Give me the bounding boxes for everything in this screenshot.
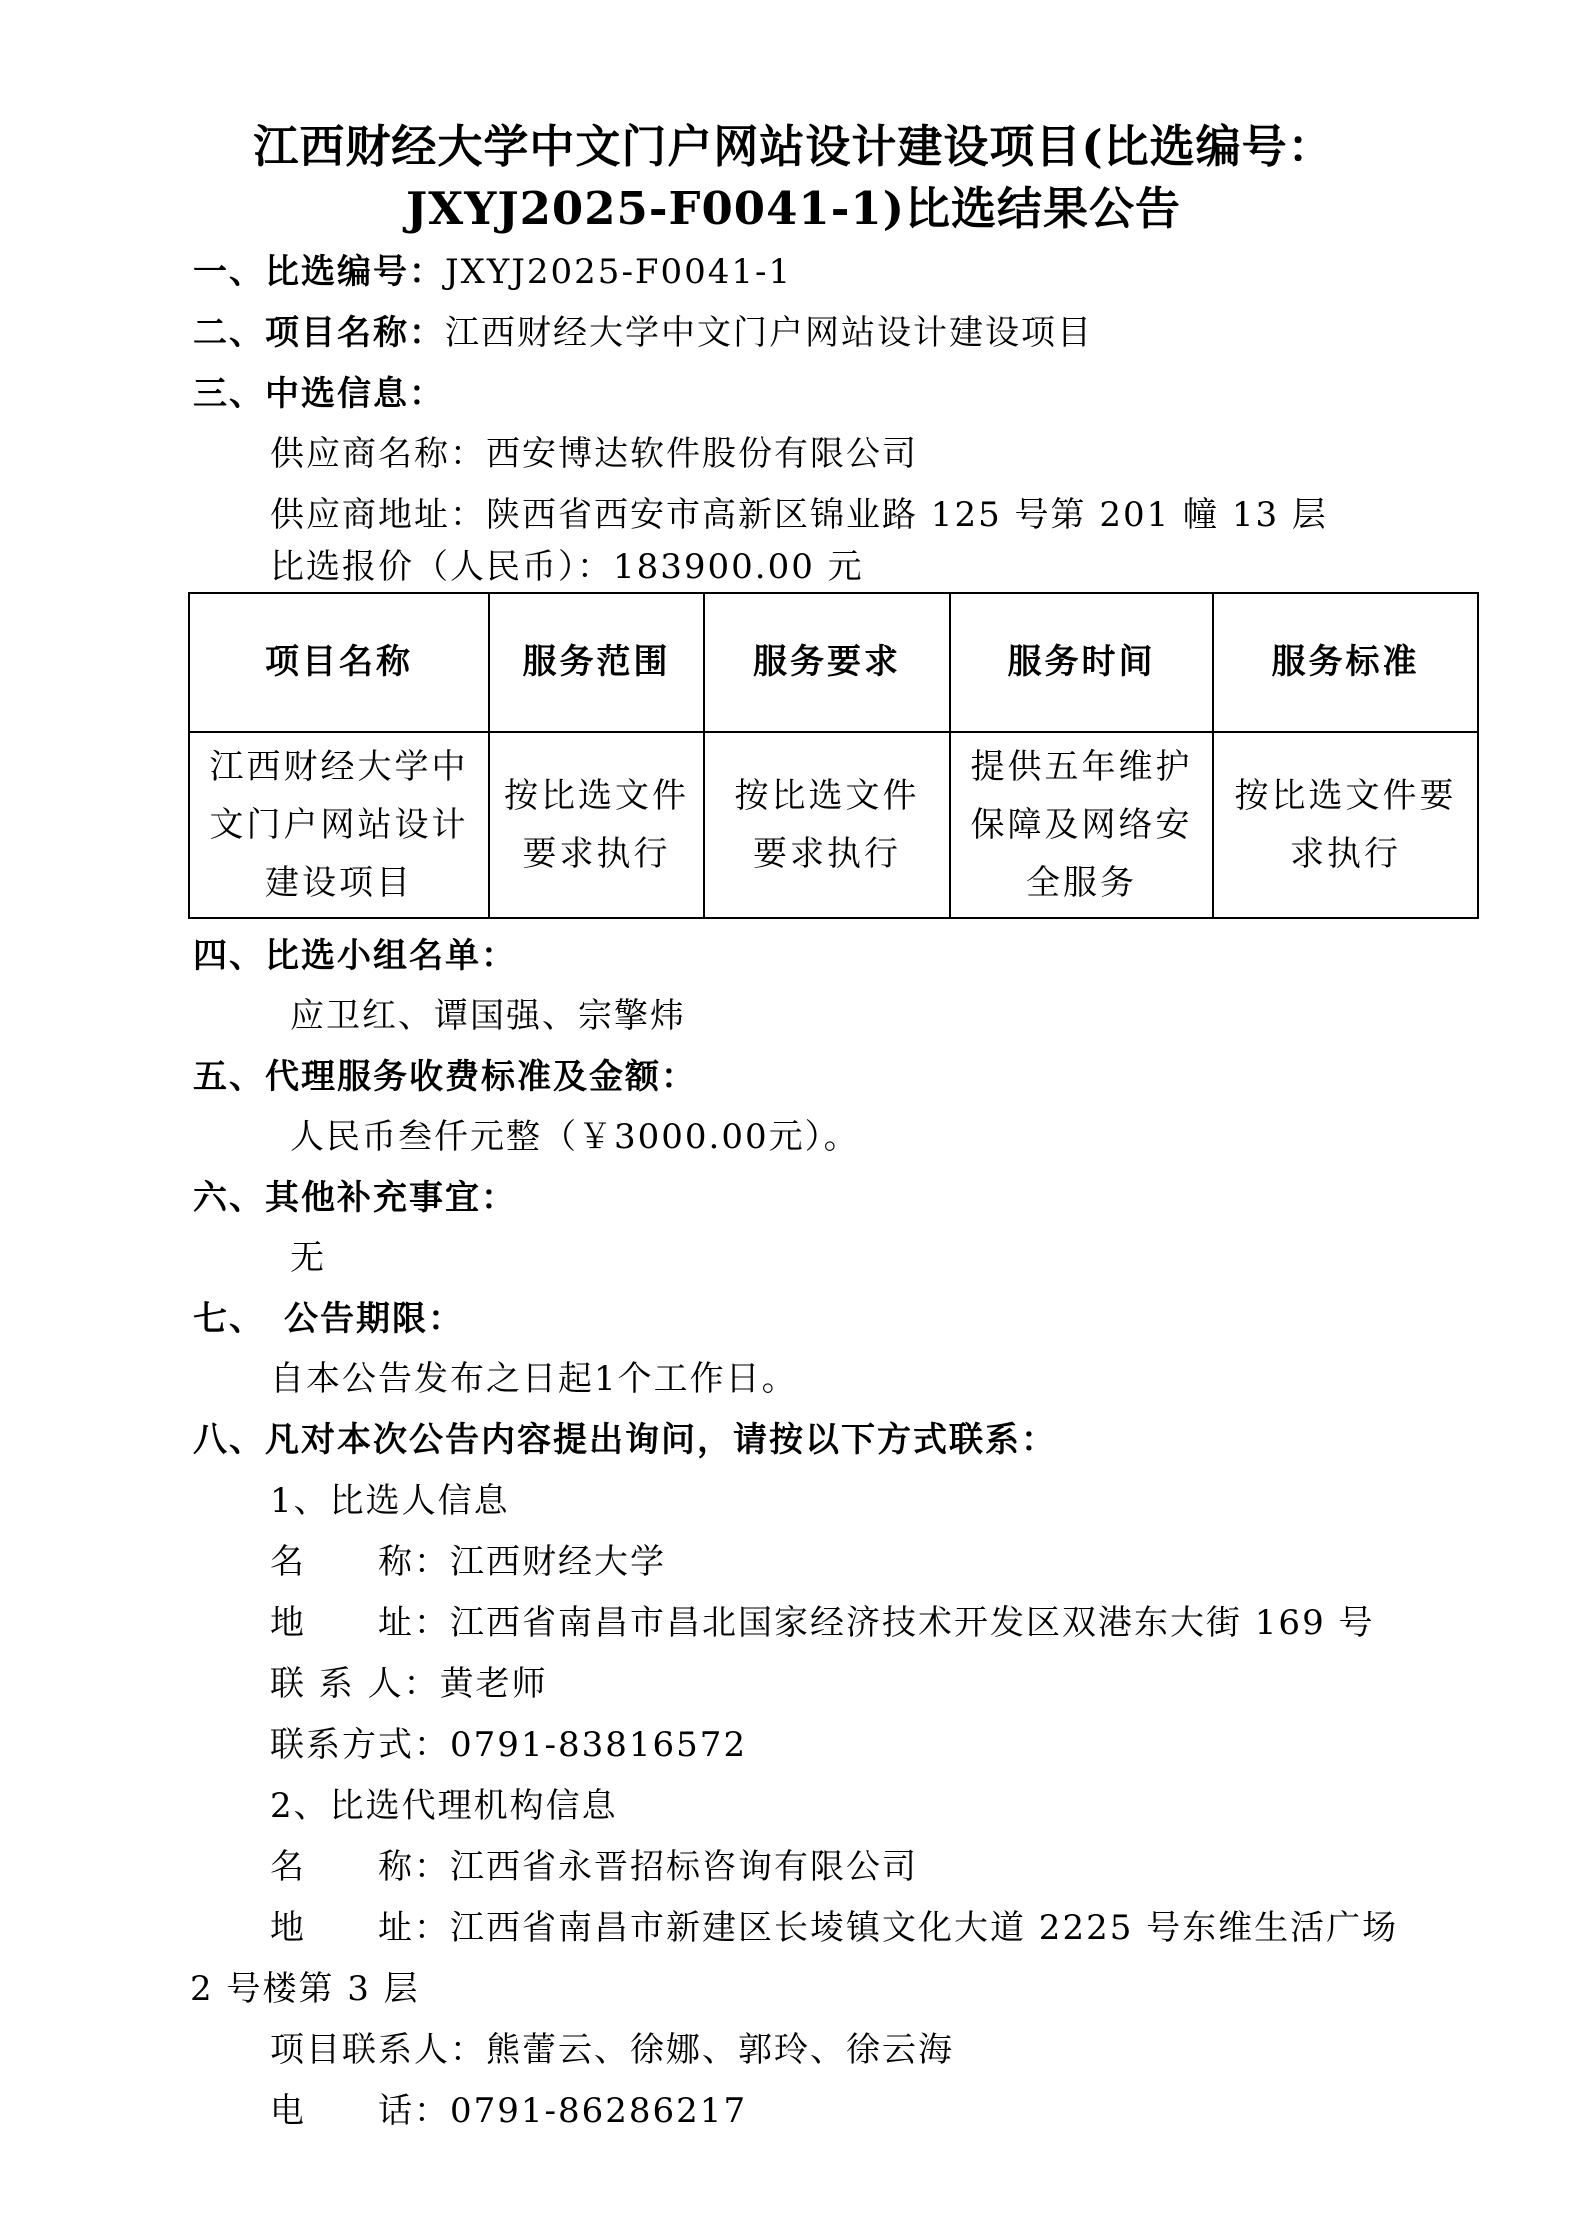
section-project-name [193, 311, 1093, 355]
agency-contacts: 项目联系人：熊蕾云、徐娜、郭玲、徐云海 [270, 2030, 954, 2070]
project-name-value: 江西财经大学中文门户网站设计建设项目 [445, 313, 1093, 353]
table-cell: 按比选文件要求执行 [704, 732, 950, 918]
table-cell: 按比选文件要求执行 [1213, 732, 1478, 918]
panel-members: 应卫红、谭国强、宗擎炜 [290, 996, 686, 1036]
agency-phone: 电 话：0791-86286217 [270, 2091, 748, 2131]
agency-address: 地 址：江西省南昌市新建区长堎镇文化大道 2225 号东维生活广场 [270, 1908, 1399, 1948]
buyer-info-heading: 1、比选人信息 [270, 1481, 510, 1521]
project-name-label: 二、项目名称： [193, 313, 445, 353]
table-header-cell: 服务要求 [704, 593, 950, 732]
buyer-address: 地 址：江西省南昌市昌北国家经济技术开发区双港东大街 169 号 [270, 1603, 1375, 1643]
agency-fee: 人民币叁仟元整（￥3000.00元）。 [290, 1117, 860, 1157]
page-title-line-2: JXYJ2025-F0041-1)比选结果公告 [405, 182, 1181, 235]
supplier-name: 供应商名称：西安博达软件股份有限公司 [270, 434, 918, 474]
table-header-cell: 项目名称 [189, 593, 489, 732]
page-title-line-1: 江西财经大学中文门户网站设计建设项目(比选编号： [253, 120, 1334, 173]
table-header-cell: 服务范围 [489, 593, 704, 732]
supplementary-value: 无 [290, 1238, 326, 1278]
bid-price: 比选报价（人民币）：183900.00 元 [270, 547, 864, 587]
section-contact-heading: 八、凡对本次公告内容提出询问，请按以下方式联系： [193, 1420, 1057, 1460]
bid-number-label: 一、比选编号： [193, 252, 445, 292]
section-notice-period-heading: 七、 公告期限： [193, 1299, 464, 1339]
table-header-cell: 服务时间 [950, 593, 1213, 732]
section-panel-list-heading: 四、比选小组名单： [193, 936, 517, 976]
section-selection-info-heading: 三、中选信息： [193, 374, 445, 414]
supplier-address: 供应商地址：陕西省西安市高新区锦业路 125 号第 201 幢 13 层 [270, 495, 1328, 535]
notice-period: 自本公告发布之日起1个工作日。 [270, 1359, 798, 1399]
table-cell: 按比选文件要求执行 [489, 732, 704, 918]
buyer-name: 名 称：江西财经大学 [270, 1542, 666, 1582]
table-cell: 江西财经大学中文门户网站设计建设项目 [189, 732, 489, 918]
bid-number-value: JXYJ2025-F0041-1 [445, 252, 793, 292]
table-header-cell: 服务标准 [1213, 593, 1478, 732]
agency-info-heading: 2、比选代理机构信息 [270, 1786, 618, 1826]
section-bid-number [193, 250, 792, 294]
section-supplementary-heading: 六、其他补充事宜： [193, 1178, 517, 1218]
table-header-row [189, 593, 1478, 732]
results-table [188, 592, 1479, 919]
section-agency-fee-heading: 五、代理服务收费标准及金额： [193, 1057, 697, 1097]
buyer-phone: 联系方式：0791-83816572 [270, 1725, 748, 1765]
agency-address-continued: 2 号楼第 3 层 [190, 1969, 420, 2009]
table-row [189, 732, 1478, 918]
agency-name: 名 称：江西省永晋招标咨询有限公司 [270, 1847, 918, 1887]
table-cell: 提供五年维护保障及网络安全服务 [950, 732, 1213, 918]
buyer-contact: 联 系 人：黄老师 [270, 1664, 548, 1704]
